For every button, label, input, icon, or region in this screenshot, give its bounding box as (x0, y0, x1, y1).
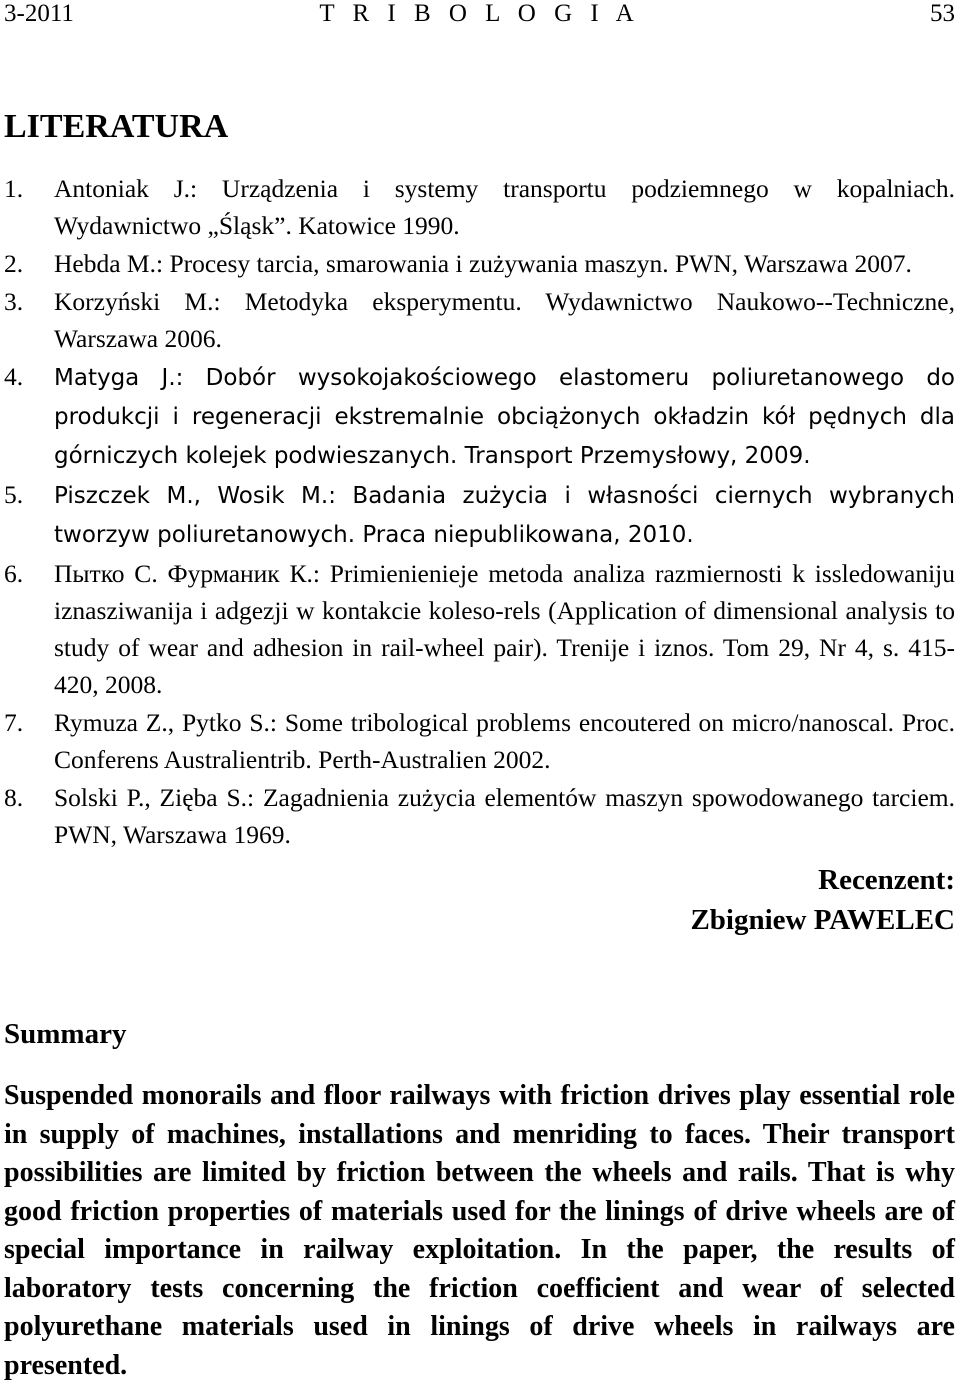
reference-list (4, 170, 955, 854)
reference-authors: Piszczek M., Wosik M. (54, 483, 329, 509)
reference-item (4, 555, 955, 703)
reference-text: : Zagadnienia zużycia elementów maszyn spowodowanego tarciem. PWN, Warszawa 1969. (54, 783, 955, 849)
reference-item (4, 779, 955, 853)
reference-text: : Badania zużycia i własności ciernych wybranych tworzyw poliuretanowych. Praca niepublikowana, 2010. (54, 483, 955, 548)
reference-authors: Hebda M. (54, 249, 156, 278)
reference-authors: Antoniak J. (54, 174, 191, 203)
reference-number: 8. (4, 783, 24, 812)
reviewer-block (690, 860, 955, 940)
reference-authors: Matyga J. (54, 365, 176, 391)
reference-text: : Metodyka eksperymentu. Wydawnictwo Naukowo--Techniczne, Warszawa 2006. (54, 287, 955, 353)
reference-item (4, 358, 955, 475)
literature-heading: LITERATURA (4, 108, 229, 145)
issue-number: 3-2011 (4, 0, 74, 27)
reference-number: 5. (4, 480, 24, 509)
page-header (4, 0, 955, 34)
reference-text: : Some tribological problems encoutered on micro/nanoscal. Proc. Conferens Australientrib. Perth-Australien 2002. (54, 708, 956, 774)
summary-heading: Summary (4, 1018, 127, 1050)
reference-item (4, 476, 955, 554)
reference-authors: Solski P., Zięba S. (54, 783, 248, 812)
reference-number: 2. (4, 249, 24, 278)
reference-number: 7. (4, 708, 24, 737)
reference-number: 4. (4, 362, 24, 391)
reference-text: : Urządzenia i systemy transportu podziemnego w kopalniach. Wydawnictwo „Śląsk”. Katowice 1990. (54, 174, 956, 240)
reference-text: : Procesy tarcia, smarowania i zużywania maszyn. PWN, Warszawa 2007. (155, 249, 912, 278)
reference-number: 3. (4, 287, 24, 316)
reference-item (4, 704, 955, 778)
reference-number: 6. (4, 559, 24, 588)
journal-title: T R I B O L O G I A (319, 0, 640, 27)
reference-item (4, 245, 955, 282)
reviewer-label: Recenzent: (818, 864, 955, 896)
summary-text: Suspended monorails and floor railways with friction drives play essential role in supply of machines, installations and menriding to faces. Their transport possibilities are limited by friction between the wheels and rails. That is why good friction properties of materials used for the linings of drive wheels are of special importance in railway exploitation. In the paper, the results of laboratory tests concerning the friction coefficient and wear of selected polyurethane materials used in linings of drive wheels in railways are presented. (4, 1080, 955, 1381)
reviewer-name: Zbigniew PAWELEC (690, 904, 955, 936)
reference-authors: Пытко С. Фурманик К. (54, 559, 313, 588)
reference-number: 1. (4, 174, 24, 203)
reference-item (4, 283, 955, 357)
reference-text: : Dobór wysokojakościowego elastomeru poliuretanowego do produkcji i regeneracji ekstremalnie obciążonych okładzin kół pędnych dla górniczych kolejek podwieszanych. Transport Przemysłowy, 2009. (54, 365, 955, 469)
reference-item (4, 170, 955, 244)
reference-text: : Primienienieje metoda analiza razmiernosti k issledowaniju iznasziwanija i adgezji w kontakcie koleso-rels (Application of dimensional analysis to study of wear and adhesion in rail-wheel pair). Trenije i iznos. Tom 29, Nr 4, s. 415-420, 2008. (54, 559, 955, 699)
page-number: 53 (930, 0, 955, 27)
reference-authors: Korzyński M. (54, 287, 214, 316)
reference-authors: Rymuza Z., Pytko S. (54, 708, 270, 737)
